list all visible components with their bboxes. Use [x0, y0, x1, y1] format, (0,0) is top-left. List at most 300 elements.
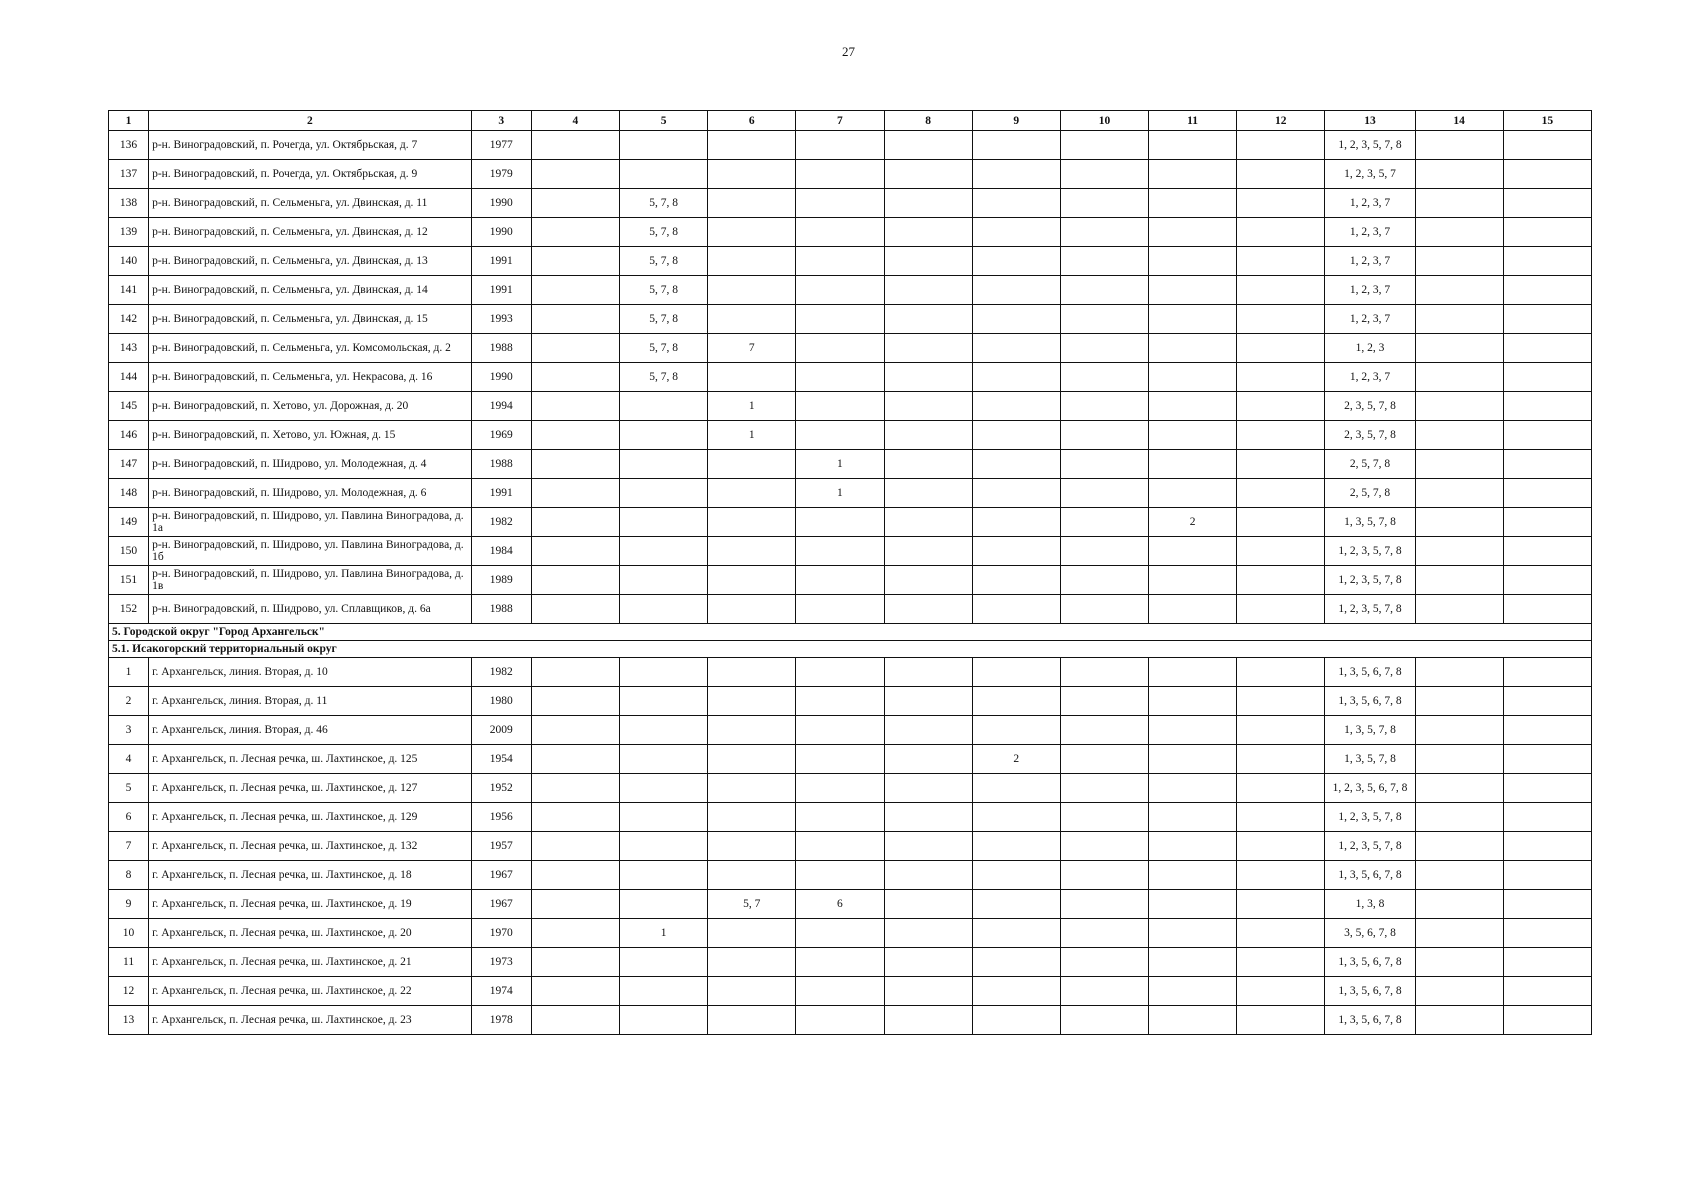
column-header: 3: [471, 111, 531, 131]
col15-cell: [1503, 861, 1591, 890]
column-header: 8: [884, 111, 972, 131]
table-row: [109, 537, 1592, 566]
col14-cell: [1415, 566, 1503, 595]
col15-cell: [1503, 919, 1591, 948]
table-row: [109, 160, 1592, 189]
col4-cell: [531, 537, 619, 566]
table-row: [109, 218, 1592, 247]
col9-cell: [972, 1006, 1060, 1035]
subsection-row: [109, 641, 1592, 658]
col10-cell: [1060, 305, 1148, 334]
address-cell: г. Архангельск, линия. Вторая, д. 11: [149, 687, 472, 716]
col4-cell: [531, 305, 619, 334]
year-cell: 1991: [471, 479, 531, 508]
column-header: 6: [708, 111, 796, 131]
col7-cell: [796, 363, 884, 392]
col6-cell: [708, 276, 796, 305]
col11-cell: [1149, 832, 1237, 861]
address-cell: р-н. Виноградовский, п. Шидрово, ул. Павлина Виноградова, д. 1в: [149, 566, 472, 595]
year-cell: 1967: [471, 861, 531, 890]
col8-cell: [884, 189, 972, 218]
col12-cell: [1237, 977, 1325, 1006]
col9-cell: [972, 276, 1060, 305]
col6-cell: [708, 861, 796, 890]
column-header: 14: [1415, 111, 1503, 131]
col9-cell: [972, 595, 1060, 624]
table-row: [109, 247, 1592, 276]
column-header: 2: [149, 111, 472, 131]
col12-cell: [1237, 537, 1325, 566]
col8-cell: [884, 745, 972, 774]
col13-cell: 1, 3, 5, 6, 7, 8: [1325, 687, 1415, 716]
col13-cell: 1, 3, 5, 6, 7, 8: [1325, 948, 1415, 977]
col11-cell: [1149, 861, 1237, 890]
col12-cell: [1237, 363, 1325, 392]
col5-cell: 5, 7, 8: [620, 247, 708, 276]
col4-cell: [531, 566, 619, 595]
col11-cell: [1149, 566, 1237, 595]
col14-cell: [1415, 861, 1503, 890]
col7-cell: [796, 948, 884, 977]
col12-cell: [1237, 479, 1325, 508]
row-number: 148: [109, 479, 149, 508]
col6-cell: [708, 305, 796, 334]
col14-cell: [1415, 832, 1503, 861]
row-number: 143: [109, 334, 149, 363]
col8-cell: [884, 334, 972, 363]
col15-cell: [1503, 276, 1591, 305]
subsection-heading: 5.1. Исакогорский территориальный округ: [109, 641, 1592, 658]
table-row: [109, 803, 1592, 832]
col15-cell: [1503, 595, 1591, 624]
col8-cell: [884, 890, 972, 919]
col15-cell: [1503, 566, 1591, 595]
col12-cell: [1237, 774, 1325, 803]
col8-cell: [884, 832, 972, 861]
col15-cell: [1503, 421, 1591, 450]
col7-cell: [796, 537, 884, 566]
table-row: [109, 658, 1592, 687]
table-row: [109, 687, 1592, 716]
col12-cell: [1237, 334, 1325, 363]
col9-cell: [972, 716, 1060, 745]
col9-cell: 2: [972, 745, 1060, 774]
row-number: 146: [109, 421, 149, 450]
column-header: 10: [1060, 111, 1148, 131]
col15-cell: [1503, 131, 1591, 160]
col14-cell: [1415, 160, 1503, 189]
col14-cell: [1415, 334, 1503, 363]
col15-cell: [1503, 363, 1591, 392]
row-number: 151: [109, 566, 149, 595]
col9-cell: [972, 566, 1060, 595]
col5-cell: [620, 948, 708, 977]
col8-cell: [884, 247, 972, 276]
col10-cell: [1060, 160, 1148, 189]
col6-cell: [708, 537, 796, 566]
col11-cell: [1149, 479, 1237, 508]
col12-cell: [1237, 658, 1325, 687]
col9-cell: [972, 861, 1060, 890]
col7-cell: [796, 1006, 884, 1035]
col10-cell: [1060, 919, 1148, 948]
col4-cell: [531, 131, 619, 160]
col7-cell: [796, 977, 884, 1006]
col4-cell: [531, 595, 619, 624]
col9-cell: [972, 890, 1060, 919]
col6-cell: [708, 745, 796, 774]
year-cell: 1967: [471, 890, 531, 919]
col6-cell: [708, 716, 796, 745]
col12-cell: [1237, 745, 1325, 774]
col10-cell: [1060, 189, 1148, 218]
col11-cell: [1149, 803, 1237, 832]
col12-cell: [1237, 276, 1325, 305]
col10-cell: [1060, 566, 1148, 595]
col14-cell: [1415, 363, 1503, 392]
section-heading: 5. Городской округ "Город Архангельск": [109, 624, 1592, 641]
col14-cell: [1415, 658, 1503, 687]
col14-cell: [1415, 977, 1503, 1006]
col10-cell: [1060, 247, 1148, 276]
col12-cell: [1237, 450, 1325, 479]
col10-cell: [1060, 745, 1148, 774]
col10-cell: [1060, 537, 1148, 566]
col6-cell: [708, 247, 796, 276]
col4-cell: [531, 832, 619, 861]
table-row: [109, 508, 1592, 537]
col10-cell: [1060, 508, 1148, 537]
table-row: [109, 421, 1592, 450]
col8-cell: [884, 658, 972, 687]
col14-cell: [1415, 276, 1503, 305]
col7-cell: [796, 160, 884, 189]
col5-cell: [620, 595, 708, 624]
col12-cell: [1237, 392, 1325, 421]
col14-cell: [1415, 595, 1503, 624]
col12-cell: [1237, 687, 1325, 716]
col4-cell: [531, 276, 619, 305]
col8-cell: [884, 537, 972, 566]
col5-cell: 5, 7, 8: [620, 218, 708, 247]
col7-cell: [796, 218, 884, 247]
column-header: 11: [1149, 111, 1237, 131]
col12-cell: [1237, 832, 1325, 861]
col11-cell: [1149, 890, 1237, 919]
col11-cell: [1149, 745, 1237, 774]
col6-cell: [708, 832, 796, 861]
section-row: [109, 624, 1592, 641]
col7-cell: [796, 508, 884, 537]
col12-cell: [1237, 189, 1325, 218]
row-number: 142: [109, 305, 149, 334]
col5-cell: [620, 450, 708, 479]
col11-cell: [1149, 774, 1237, 803]
col15-cell: [1503, 774, 1591, 803]
col8-cell: [884, 919, 972, 948]
table-row: [109, 1006, 1592, 1035]
col10-cell: [1060, 1006, 1148, 1035]
address-cell: р-н. Виноградовский, п. Шидрово, ул. Сплавщиков, д. 6а: [149, 595, 472, 624]
col15-cell: [1503, 687, 1591, 716]
table-row: [109, 832, 1592, 861]
table-row: [109, 745, 1592, 774]
col7-cell: [796, 861, 884, 890]
row-number: 7: [109, 832, 149, 861]
col9-cell: [972, 687, 1060, 716]
col10-cell: [1060, 334, 1148, 363]
col10-cell: [1060, 363, 1148, 392]
col13-cell: 1, 3, 5, 6, 7, 8: [1325, 977, 1415, 1006]
col7-cell: [796, 189, 884, 218]
address-cell: г. Архангельск, п. Лесная речка, ш. Лахтинское, д. 125: [149, 745, 472, 774]
row-number: 10: [109, 919, 149, 948]
col6-cell: [708, 363, 796, 392]
col10-cell: [1060, 218, 1148, 247]
col9-cell: [972, 919, 1060, 948]
col11-cell: [1149, 658, 1237, 687]
col15-cell: [1503, 247, 1591, 276]
col7-cell: 1: [796, 450, 884, 479]
col11-cell: [1149, 189, 1237, 218]
table-row: [109, 450, 1592, 479]
col6-cell: [708, 658, 796, 687]
col12-cell: [1237, 247, 1325, 276]
col7-cell: 6: [796, 890, 884, 919]
col8-cell: [884, 977, 972, 1006]
address-cell: р-н. Виноградовский, п. Хетово, ул. Дорожная, д. 20: [149, 392, 472, 421]
col13-cell: 1, 2, 3, 5, 7, 8: [1325, 566, 1415, 595]
col11-cell: [1149, 716, 1237, 745]
col13-cell: 1, 3, 5, 7, 8: [1325, 745, 1415, 774]
col7-cell: [796, 247, 884, 276]
col7-cell: [796, 566, 884, 595]
col13-cell: 1, 3, 5, 6, 7, 8: [1325, 658, 1415, 687]
col9-cell: [972, 832, 1060, 861]
col7-cell: [796, 774, 884, 803]
address-cell: р-н. Виноградовский, п. Хетово, ул. Южная, д. 15: [149, 421, 472, 450]
col12-cell: [1237, 1006, 1325, 1035]
col7-cell: [796, 716, 884, 745]
col9-cell: [972, 305, 1060, 334]
col4-cell: [531, 392, 619, 421]
col11-cell: [1149, 392, 1237, 421]
col4-cell: [531, 450, 619, 479]
table-row: [109, 334, 1592, 363]
address-cell: г. Архангельск, п. Лесная речка, ш. Лахтинское, д. 127: [149, 774, 472, 803]
col8-cell: [884, 363, 972, 392]
col14-cell: [1415, 919, 1503, 948]
col12-cell: [1237, 948, 1325, 977]
page-number: 27: [842, 44, 855, 59]
col4-cell: [531, 977, 619, 1006]
row-number: 12: [109, 977, 149, 1006]
col13-cell: 1, 2, 3, 5, 7: [1325, 160, 1415, 189]
col6-cell: [708, 595, 796, 624]
year-cell: 1977: [471, 131, 531, 160]
year-cell: 1988: [471, 334, 531, 363]
col15-cell: [1503, 832, 1591, 861]
col4-cell: [531, 218, 619, 247]
col9-cell: [972, 948, 1060, 977]
row-number: 13: [109, 1006, 149, 1035]
col15-cell: [1503, 537, 1591, 566]
table-row: [109, 566, 1592, 595]
col8-cell: [884, 861, 972, 890]
col5-cell: [620, 774, 708, 803]
col9-cell: [972, 479, 1060, 508]
col5-cell: 5, 7, 8: [620, 334, 708, 363]
col4-cell: [531, 716, 619, 745]
address-cell: р-н. Виноградовский, п. Шидрово, ул. Павлина Виноградова, д. 1а: [149, 508, 472, 537]
col10-cell: [1060, 687, 1148, 716]
col7-cell: 1: [796, 479, 884, 508]
column-header: 1: [109, 111, 149, 131]
col7-cell: [796, 745, 884, 774]
year-cell: 1952: [471, 774, 531, 803]
col14-cell: [1415, 1006, 1503, 1035]
row-number: 3: [109, 716, 149, 745]
col6-cell: [708, 160, 796, 189]
col5-cell: [620, 566, 708, 595]
col5-cell: [620, 537, 708, 566]
address-cell: г. Архангельск, п. Лесная речка, ш. Лахтинское, д. 21: [149, 948, 472, 977]
address-cell: г. Архангельск, п. Лесная речка, ш. Лахтинское, д. 132: [149, 832, 472, 861]
col11-cell: [1149, 363, 1237, 392]
col7-cell: [796, 421, 884, 450]
table-row: [109, 595, 1592, 624]
col7-cell: [796, 803, 884, 832]
col12-cell: [1237, 803, 1325, 832]
address-cell: р-н. Виноградовский, п. Сельменьга, ул. Двинская, д. 14: [149, 276, 472, 305]
address-cell: р-н. Виноградовский, п. Шидрово, ул. Молодежная, д. 6: [149, 479, 472, 508]
year-cell: 1978: [471, 1006, 531, 1035]
col9-cell: [972, 189, 1060, 218]
row-number: 150: [109, 537, 149, 566]
table-body-part1: [109, 131, 1592, 624]
col15-cell: [1503, 508, 1591, 537]
col4-cell: [531, 363, 619, 392]
col10-cell: [1060, 774, 1148, 803]
col14-cell: [1415, 948, 1503, 977]
col12-cell: [1237, 861, 1325, 890]
col10-cell: [1060, 861, 1148, 890]
col15-cell: [1503, 716, 1591, 745]
col5-cell: [620, 745, 708, 774]
address-cell: р-н. Виноградовский, п. Шидрово, ул. Павлина Виноградова, д. 1б: [149, 537, 472, 566]
year-cell: 1984: [471, 537, 531, 566]
table-row: [109, 392, 1592, 421]
row-number: 147: [109, 450, 149, 479]
col11-cell: [1149, 247, 1237, 276]
col8-cell: [884, 716, 972, 745]
row-number: 9: [109, 890, 149, 919]
year-cell: 2009: [471, 716, 531, 745]
col4-cell: [531, 861, 619, 890]
year-cell: 1979: [471, 160, 531, 189]
col6-cell: 5, 7: [708, 890, 796, 919]
col6-cell: [708, 566, 796, 595]
col14-cell: [1415, 421, 1503, 450]
col6-cell: [708, 977, 796, 1006]
column-header: 12: [1237, 111, 1325, 131]
table-row: [109, 861, 1592, 890]
col9-cell: [972, 247, 1060, 276]
col13-cell: 1, 2, 3, 5, 7, 8: [1325, 131, 1415, 160]
year-cell: 1969: [471, 421, 531, 450]
col10-cell: [1060, 977, 1148, 1006]
col14-cell: [1415, 537, 1503, 566]
table-row: [109, 276, 1592, 305]
col12-cell: [1237, 716, 1325, 745]
col5-cell: 1: [620, 919, 708, 948]
col13-cell: 1, 2, 3, 5, 6, 7, 8: [1325, 774, 1415, 803]
col10-cell: [1060, 421, 1148, 450]
col4-cell: [531, 745, 619, 774]
col6-cell: 1: [708, 421, 796, 450]
col5-cell: [620, 658, 708, 687]
col5-cell: [620, 977, 708, 1006]
col7-cell: [796, 919, 884, 948]
col5-cell: 5, 7, 8: [620, 363, 708, 392]
col9-cell: [972, 334, 1060, 363]
year-cell: 1974: [471, 977, 531, 1006]
col10-cell: [1060, 716, 1148, 745]
year-cell: 1994: [471, 392, 531, 421]
col9-cell: [972, 450, 1060, 479]
table-row: [109, 948, 1592, 977]
address-cell: р-н. Виноградовский, п. Шидрово, ул. Молодежная, д. 4: [149, 450, 472, 479]
col9-cell: [972, 537, 1060, 566]
col9-cell: [972, 131, 1060, 160]
col5-cell: 5, 7, 8: [620, 276, 708, 305]
col4-cell: [531, 890, 619, 919]
column-header: 7: [796, 111, 884, 131]
year-cell: 1973: [471, 948, 531, 977]
address-cell: р-н. Виноградовский, п. Сельменьга, ул. Комсомольская, д. 2: [149, 334, 472, 363]
address-cell: г. Архангельск, п. Лесная речка, ш. Лахтинское, д. 19: [149, 890, 472, 919]
row-number: 138: [109, 189, 149, 218]
col8-cell: [884, 160, 972, 189]
year-cell: 1954: [471, 745, 531, 774]
col12-cell: [1237, 218, 1325, 247]
col12-cell: [1237, 305, 1325, 334]
col5-cell: [620, 687, 708, 716]
address-cell: р-н. Виноградовский, п. Сельменьга, ул. Двинская, д. 13: [149, 247, 472, 276]
col7-cell: [796, 305, 884, 334]
col12-cell: [1237, 508, 1325, 537]
col4-cell: [531, 479, 619, 508]
col7-cell: [796, 334, 884, 363]
address-cell: р-н. Виноградовский, п. Сельменьга, ул. Некрасова, д. 16: [149, 363, 472, 392]
address-cell: г. Архангельск, линия. Вторая, д. 10: [149, 658, 472, 687]
col4-cell: [531, 803, 619, 832]
year-cell: 1990: [471, 218, 531, 247]
year-cell: 1988: [471, 595, 531, 624]
address-cell: г. Архангельск, п. Лесная речка, ш. Лахтинское, д. 129: [149, 803, 472, 832]
col8-cell: [884, 276, 972, 305]
year-cell: 1988: [471, 450, 531, 479]
year-cell: 1982: [471, 658, 531, 687]
col12-cell: [1237, 421, 1325, 450]
row-number: 152: [109, 595, 149, 624]
year-cell: 1980: [471, 687, 531, 716]
col10-cell: [1060, 890, 1148, 919]
col13-cell: 1, 2, 3, 5, 7, 8: [1325, 832, 1415, 861]
row-number: 136: [109, 131, 149, 160]
col12-cell: [1237, 595, 1325, 624]
row-number: 2: [109, 687, 149, 716]
